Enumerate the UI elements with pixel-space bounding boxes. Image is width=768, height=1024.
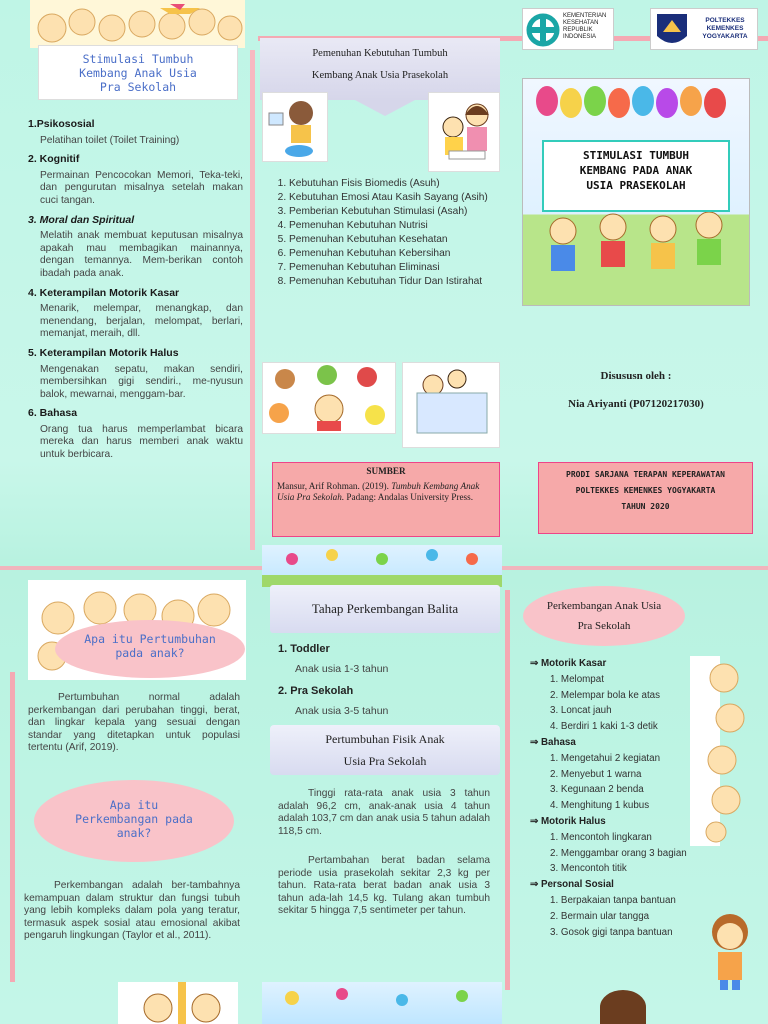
- cover-title-line: KEMBANG PADA ANAK: [579, 164, 693, 177]
- kids-column-image: [690, 656, 766, 846]
- fisik-line: Pertumbuhan Fisik Anak: [325, 732, 445, 746]
- stimulation-sections: [28, 112, 243, 464]
- cloud-line: Perkembangan pada: [75, 812, 193, 826]
- toothbrush-girl-image: [700, 906, 760, 990]
- list-item: 4. Pemenuhan Kebutuhan Nutrisi: [289, 220, 512, 232]
- institution-line: TAHUN 2020: [621, 502, 670, 511]
- item-text: Gosok gigi tanpa bantuan: [560, 926, 673, 938]
- list-item: 5. Pemenuhan Kebutuhan Kesehatan: [289, 234, 512, 246]
- ministry-text: INDONESIA: [563, 34, 597, 40]
- needs-banner: [260, 38, 500, 100]
- source-author: Mansur, Arif Rohman. (2019).: [277, 481, 389, 491]
- ministry-text: KESEHATAN: [563, 20, 599, 26]
- group-heading-text: Motorik Halus: [540, 815, 606, 827]
- list-item: 3. Pemberian Kebutuhan Stimulasi (Asah): [289, 206, 512, 218]
- mother-child-image: [428, 92, 500, 172]
- item-text: Mencontoh lingkaran: [560, 831, 652, 843]
- ministry-text: KEMENTERIAN: [563, 13, 607, 19]
- item-text: Mencontoh titik: [560, 863, 627, 875]
- list-item: 1. Kebutuhan Fisis Biomedis (Asuh): [289, 178, 512, 190]
- cover-title-line: USIA PRASEKOLAH: [586, 179, 686, 192]
- list-item: 2. Melempar bola ke atas: [550, 689, 661, 701]
- banner-arrow: [355, 100, 415, 116]
- list-item: 3. Kegunaan 2 benda: [550, 784, 644, 796]
- list-item: 2. Bermain ular tangga: [550, 910, 650, 922]
- section-text: Permainan Pencocokan Memori, Teka-teki, dan pengurutan misalnya setelah makan cuci tangan.: [40, 169, 243, 206]
- source-title: SUMBER: [366, 466, 406, 476]
- weight-paragraph: Pertambahan berat badan selama periode usia prasekolah sekitar 2,3 kg per tahun. Rata-rata berat badan anak usia 3 tahun ada-lah 14,5 kg. Tulang akan tumbuh sekitar 5 hingga 7,5 sentimeter per tahun.: [278, 855, 490, 917]
- stages-list: [278, 642, 498, 718]
- section-text: Orang tua harus memperlambat bicara mereka dan harus memberi anak waktu untuk berbicara.: [40, 423, 243, 461]
- banner-line: Kembang Anak Usia Prasekolah: [311, 70, 449, 81]
- cloud-line: Apa itu Pertumbuhan: [84, 632, 216, 646]
- stage-desc: Anak usia 1-3 tahun: [295, 663, 389, 675]
- left-side-bar: [10, 672, 15, 982]
- balloon-footer-image: [262, 982, 502, 1024]
- section-text: Melatih anak membuat keputusan misalnya apakah mau membagikan mainannya, dengan temannya. Mem-berikan contoh ibadah pada anak.: [40, 230, 243, 279]
- author-name: Nia Ariyanti (P07120217030): [568, 398, 704, 410]
- nutrition-image: [262, 362, 396, 434]
- mid-side-bar: [505, 590, 510, 990]
- cover-title: [542, 140, 730, 212]
- group-heading: ⇒ Motorik Kasar: [530, 658, 607, 669]
- stage-label: 2. Pra Sekolah: [278, 685, 354, 697]
- group-heading-text: Motorik Kasar: [540, 658, 607, 669]
- stages-title: Tahap Perkembangan Balita: [270, 585, 500, 633]
- source-text: [277, 481, 495, 503]
- section-heading: 6. Bahasa: [28, 407, 78, 420]
- source-box: [272, 462, 500, 537]
- item-text: Melompat: [560, 673, 604, 685]
- kids-measure-image: [118, 982, 238, 1024]
- section-heading: 5. Keterampilan Motorik Halus: [28, 346, 179, 359]
- item-text: Loncat jauh: [560, 705, 612, 717]
- item-text: Bermain ular tangga: [560, 910, 650, 922]
- list-item: 2. Menggambar orang 3 bagian: [550, 847, 687, 859]
- sleeping-kid-image: [402, 362, 500, 448]
- section-text: Mengenakan sepatu, makan sendiri, membersihkan gigi sendiri., me-nyusun balok, mewarnai, menggam-bar.: [40, 363, 243, 400]
- cover-title-line: STIMULASI TUMBUH: [583, 149, 689, 162]
- list-item: 6. Pemenuhan Kebutuhan Kebersihan: [289, 248, 512, 260]
- section-text: Pelatihan toilet (Toilet Training): [40, 134, 180, 146]
- height-paragraph: Tinggi rata-rata anak usia 3 tahun adalah 96,2 cm, anak-anak usia 4 tahun adalah 103,7 cm dan anak usia 5 tahun adalah 118,5 cm.: [278, 788, 490, 837]
- source-publisher: Padang: Andalas University Press.: [346, 492, 473, 502]
- poltekkes-text: KEMENKES: [706, 25, 744, 32]
- list-item: 1. Mengetahui 2 kegiatan: [550, 752, 661, 764]
- section-heading: 3. Moral dan Spiritual: [28, 213, 135, 226]
- section-text: Menarik, melempar, menangkap, dan menendang, berjalan, melompat, berlari, memanjat, meraih, dll.: [40, 303, 243, 340]
- list-item: 4. Menghitung 1 kubus: [550, 800, 650, 812]
- item-text: Berdiri 1 kaki 1-3 detik: [560, 721, 658, 733]
- item-text: Menggambar orang 3 bagian: [560, 847, 687, 859]
- list-item: 8. Pemenuhan Kebutuhan Tidur Dan Istirahat: [289, 276, 512, 288]
- item-text: Mengetahui 2 kegiatan: [560, 752, 661, 764]
- left-title-line: Pra Sekolah: [99, 80, 177, 94]
- group-heading: ⇒ Motorik Halus: [530, 815, 606, 827]
- cloud-line: anak?: [116, 826, 152, 840]
- poltekkes-logo: [650, 8, 758, 50]
- list-item: 7. Pemenuhan Kebutuhan Eliminasi: [289, 262, 512, 274]
- poltekkes-emblem-icon: [653, 10, 691, 50]
- list-item: 3. Loncat jauh: [550, 705, 612, 717]
- list-item: 2. Menyebut 1 warna: [550, 768, 642, 780]
- list-item: 1. Melompat: [550, 673, 604, 685]
- development-question-cloud: [34, 780, 234, 862]
- group-heading-text: Personal Sosial: [540, 879, 614, 891]
- list-item: 3. Mencontoh titik: [550, 863, 627, 875]
- left-title-box: [38, 45, 238, 100]
- cloud-line: pada anak?: [115, 646, 185, 660]
- toilet-kid-image: [262, 92, 328, 162]
- growth-definition: Pertumbuhan normal adalah perkembangan dari perubahan tinggi, berat, dan lingkar kepala yang sesuai dengan standar yang ditetapkan untuk populasi tertentu (Arif, 2019).: [28, 692, 240, 754]
- item-text: Menyebut 1 warna: [560, 768, 642, 780]
- list-item: 1. Mencontoh lingkaran: [550, 831, 652, 843]
- physical-growth-title: [270, 725, 500, 775]
- section-heading: 2. Kognitif: [28, 153, 80, 166]
- ministry-logo: [522, 8, 614, 50]
- poltekkes-text: YOGYAKARTA: [702, 33, 748, 40]
- balloon-header-image: [262, 545, 502, 587]
- development-oval: [523, 586, 685, 646]
- section-heading: 1.Psikososial: [28, 118, 95, 130]
- banner-line: Pemenuhan Kebutuhan Tumbuh: [312, 48, 448, 59]
- group-heading-text: Bahasa: [540, 736, 576, 748]
- left-title-line: Stimulasi Tumbuh: [82, 52, 194, 66]
- development-milestones: [530, 656, 700, 940]
- oval-line: Pra Sekolah: [577, 620, 631, 632]
- item-text: Berpakaian tanpa bantuan: [560, 894, 676, 906]
- item-text: Menghitung 1 kubus: [560, 800, 650, 812]
- list-item: 4. Berdiri 1 kaki 1-3 detik: [550, 721, 658, 733]
- fisik-line: Usia Pra Sekolah: [343, 754, 427, 768]
- ministry-emblem-icon: [525, 10, 561, 50]
- top-side-bar: [250, 50, 255, 550]
- institution-line: PRODI SARJANA TERAPAN KEPERAWATAN: [566, 470, 725, 479]
- kid-head-partial-image: [600, 990, 646, 1024]
- author-label: Disususn oleh :: [600, 370, 672, 382]
- kids-illustration: [30, 0, 245, 48]
- group-heading: ⇒ Personal Sosial: [530, 879, 614, 891]
- section-heading: 4. Keterampilan Motorik Kasar: [28, 286, 180, 299]
- development-definition: Perkembangan adalah ber-tambahnya kemampuan dalam struktur dan fungsi tubuh yang lebih kompleks dalam pola yang teratur, termasuk aspek sosial atau emosional akibat pengaruh lingkungan (Taylor et al., 2011).: [24, 880, 240, 942]
- item-text: Melempar bola ke atas: [560, 689, 661, 701]
- stage-desc: Anak usia 3-5 tahun: [295, 705, 389, 717]
- ministry-text: REPUBLIK: [563, 27, 593, 33]
- poltekkes-text: POLTEKKES: [705, 17, 745, 24]
- cloud-line: Apa itu: [109, 798, 159, 812]
- institution-box: [538, 462, 753, 534]
- growth-question-cloud: [55, 620, 245, 678]
- needs-list: [272, 178, 512, 290]
- item-text: Kegunaan 2 benda: [560, 784, 644, 796]
- group-heading: ⇒ Bahasa: [530, 736, 576, 748]
- list-item: 2. Kebutuhan Emosi Atau Kasih Sayang (Asih): [289, 192, 512, 204]
- institution-line: POLTEKKES KEMENKES YOGYAKARTA: [575, 486, 716, 495]
- left-title-line: Kembang Anak Usia: [79, 66, 197, 80]
- list-item: 1. Berpakaian tanpa bantuan: [550, 894, 676, 906]
- stage-label: 1. Toddler: [278, 643, 330, 655]
- source-book-title: Tumbuh Kembang Anak Usia Pra Sekolah.: [277, 481, 480, 502]
- author-block: [522, 362, 750, 418]
- list-item: 3. Gosok gigi tanpa bantuan: [550, 926, 673, 938]
- oval-line: Perkembangan Anak Usia: [546, 600, 662, 612]
